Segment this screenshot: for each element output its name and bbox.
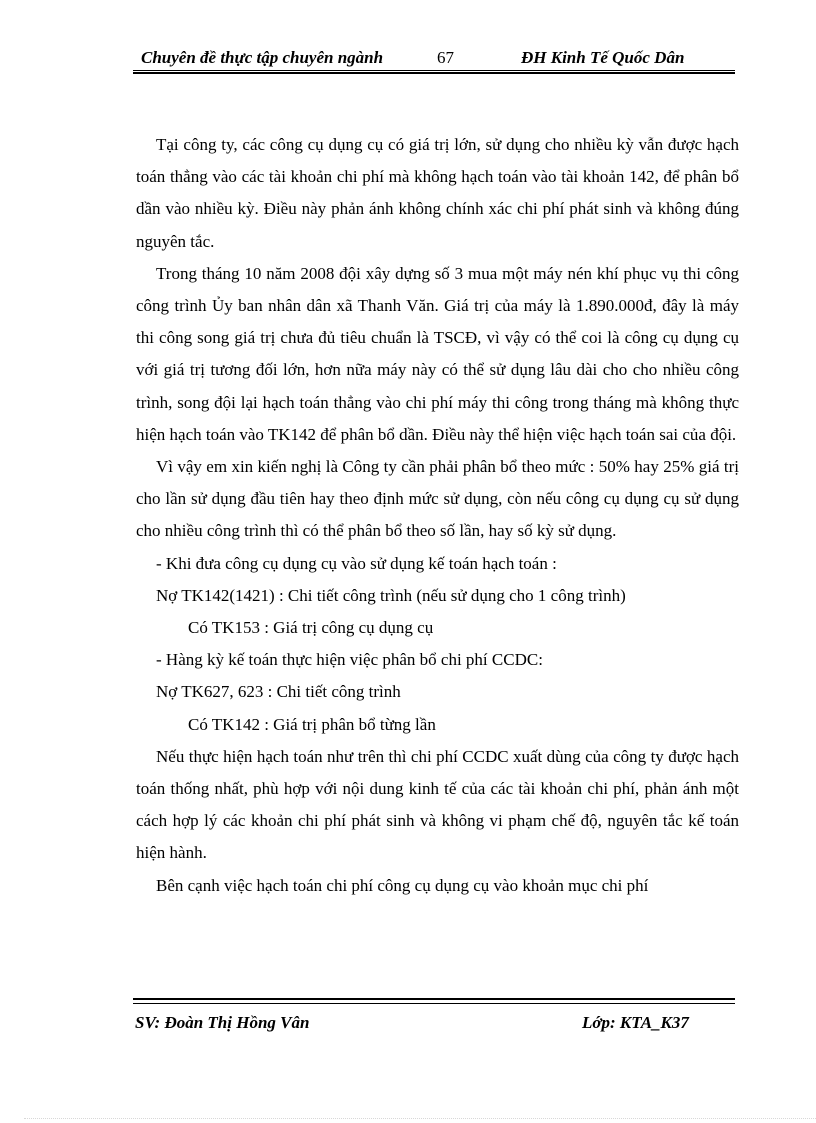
header-title: Chuyên đề thực tập chuyên ngành (141, 48, 384, 67)
entry-line-5: Nợ TK627, 623 : Chi tiết công trình (156, 682, 401, 702)
entry-line-3: Có TK153 : Giá trị công cụ dụng cụ (188, 618, 434, 638)
header-rule (133, 70, 735, 74)
paragraph-4: Nếu thực hiện hạch toán như trên thì chi phí CCDC xuất dùng của công ty được hạch toán thống nhất, phù hợp với nội dung kinh tế của các tài khoản chi phí, phản ánh một cách hợp lý các khoản chi phí phát sinh và không vi phạm chế độ, nguyên tắc kế toán hiện hành. (136, 746, 739, 863)
paragraph-5: Bên cạnh việc hạch toán chi phí công cụ dụng cụ vào khoản mục chi phí (156, 875, 649, 895)
page-header (133, 46, 735, 72)
entry-line-1: - Khi đưa công cụ dụng cụ vào sử dụng kế toán hạch toán : (156, 553, 557, 573)
footer-class: Lớp: KTA_K37 (582, 1013, 689, 1032)
paragraph-2: Trong tháng 10 năm 2008 đội xây dựng số 3 mua một máy nén khí phục vụ thi công công trình Ủy ban nhân dân xã Thanh Văn. Giá trị của máy là 1.890.000đ, đây là máy thi công song giá trị chưa đủ tiêu chuẩn là TSCĐ, vì vậy có thể coi là công cụ dụng cụ với giá trị tương đối lớn, hơn nữa máy này có thể sử dụng lâu dài cho cho nhiều công trình, song đội lại hạch toán thẳng vào chi phí máy thi công trong tháng mà không thực hiện hạch toán vào TK142 để phân bổ dần. Điều này thể hiện việc hạch toán sai của đội. (136, 263, 739, 444)
document-body (136, 129, 739, 902)
page-edge-dots (24, 1118, 816, 1119)
page-footer (133, 1013, 735, 1037)
footer-rule (133, 998, 735, 1004)
entry-line-6: Có TK142 : Giá trị phân bổ từng lần (188, 714, 436, 734)
footer-student: SV: Đoàn Thị Hồng Vân (135, 1013, 310, 1032)
paragraph-3: Vì vậy em xin kiến nghị là Công ty cần phải phân bổ theo mức : 50% hay 25% giá trị cho lần sử dụng đầu tiên hay theo định mức sử dụng, còn nếu công cụ dụng cụ sử dụng cho nhiều công trình thì có thể phân bổ theo số lần, hay số kỳ sử dụng. (136, 457, 739, 541)
entry-line-2: Nợ TK142(1421) : Chi tiết công trình (nếu sử dụng cho 1 công trình) (156, 585, 626, 605)
header-school: ĐH Kinh Tế Quốc Dân (521, 48, 685, 67)
entry-line-4: - Hàng kỳ kế toán thực hiện việc phân bổ chi phí CCDC: (156, 650, 543, 670)
page-number: 67 (437, 48, 454, 67)
paragraph-1: Tại công ty, các công cụ dụng cụ có giá trị lớn, sử dụng cho nhiều kỳ vẫn được hạch toán thẳng vào các tài khoản chi phí mà không hạch toán vào tài khoản 142, để phân bổ dần vào nhiều kỳ. Điều này phản ánh không chính xác chi phí phát sinh và không đúng nguyên tắc. (136, 135, 739, 251)
